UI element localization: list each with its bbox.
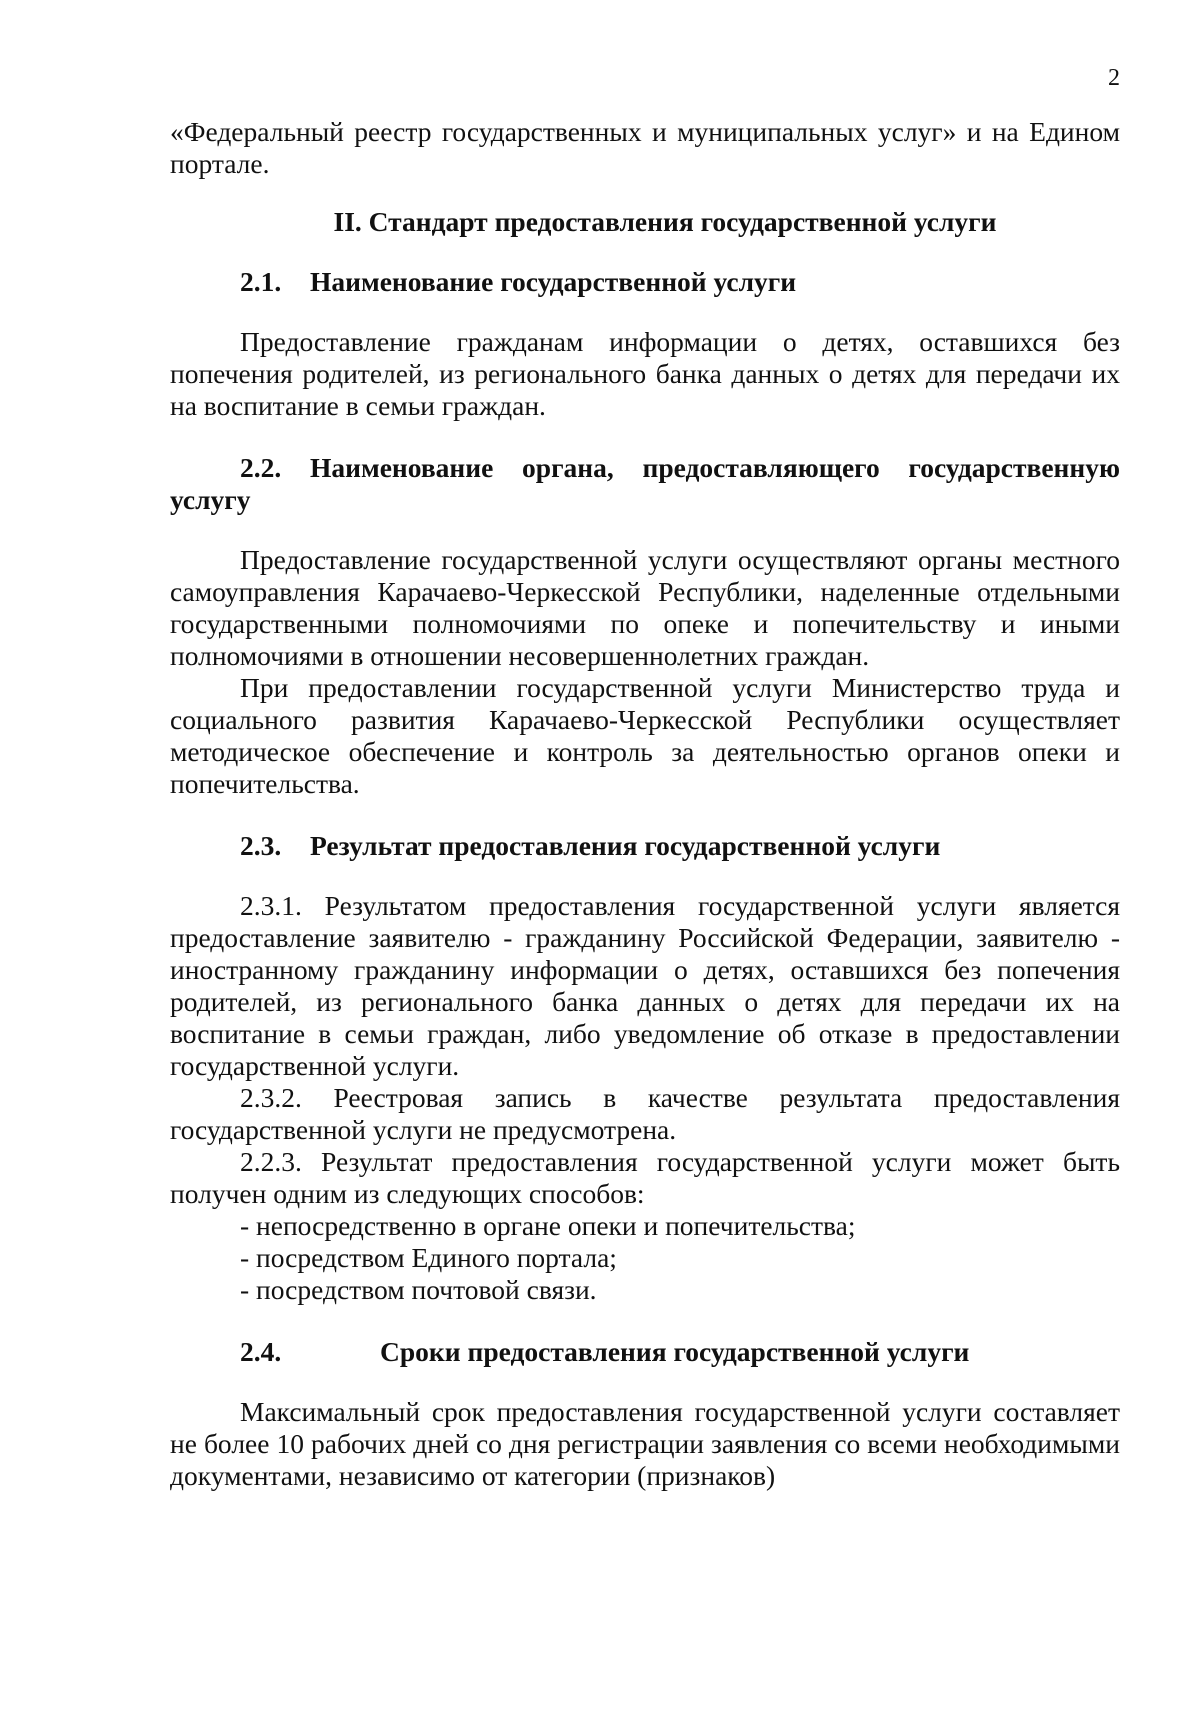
list-item: - посредством почтовой связи. [240, 1274, 597, 1305]
heading-2-4 [170, 1336, 1120, 1368]
paragraph-2-2-a: Предоставление государственной услуги осуществляют органы местного самоуправления Карачаево-Черкесской Республики, наделенные отдельными государственными полномочиями по опеке и попечительству и иными полномочиями в отношении несовершеннолетних граждан. [170, 544, 1120, 671]
list-item: - непосредственно в органе опеки и попечительства; [240, 1210, 856, 1241]
heading-2-4-text: Сроки предоставления государственной услуги [380, 1336, 970, 1367]
heading-2-4-number: 2.4. [240, 1336, 282, 1367]
heading-2-2-number: 2.2. [240, 452, 282, 483]
section-title: II. Стандарт предоставления государственной услуги [333, 206, 997, 237]
heading-2-2-text: Наименование органа, предоставляющего государственную услугу [170, 452, 1120, 515]
intro-paragraph: «Федеральный реестр государственных и муниципальных услуг» и на Едином портале. [170, 116, 1120, 179]
page-number: 2 [1108, 65, 1120, 91]
paragraph-2-3-2: 2.3.2. Реестровая запись в качестве результата предоставления государственной услуги не предусмотрена. [170, 1082, 1120, 1145]
list-item: - посредством Единого портала; [240, 1242, 617, 1273]
heading-2-1-text: Наименование государственной услуги [310, 266, 797, 297]
paragraph-2-2-b: При предоставлении государственной услуги Министерство труда и социального развития Карачаево-Черкесской Республики осуществляет методическое обеспечение и контроль за деятельностью органов опеки и попечительства. [170, 672, 1120, 799]
paragraph-2-3-1: 2.3.1. Результатом предоставления государственной услуги является предоставление заявителю - гражданину Российской Федерации, заявителю - иностранному гражданину информации о детях, оставшихся без попечения родителей, из регионального банка данных о детях для передачи их на воспитание в семьи граждан, либо уведомление об отказе в предоставлении государственной услуги. [170, 890, 1120, 1081]
paragraph-2-1: Предоставление гражданам информации о детях, оставшихся без попечения родителей, из регионального банка данных о детях для передачи их на воспитание в семьи граждан. [170, 326, 1120, 421]
heading-2-1-number: 2.1. [240, 266, 282, 297]
heading-2-3 [170, 830, 1120, 862]
heading-2-2 [170, 452, 1120, 516]
document-body [170, 110, 1120, 1492]
heading-2-1 [170, 266, 1120, 298]
paragraph-2-2-3: 2.2.3. Результат предоставления государственной услуги может быть получен одним из следующих способов: [170, 1146, 1120, 1209]
paragraph-2-4: Максимальный срок предоставления государственной услуги составляет не более 10 рабочих дней со дня регистрации заявления со всеми необходимыми документами, независимо от категории (признаков) [170, 1396, 1120, 1491]
heading-2-3-text: Результат предоставления государственной услуги [310, 830, 941, 861]
heading-2-3-number: 2.3. [240, 830, 282, 861]
